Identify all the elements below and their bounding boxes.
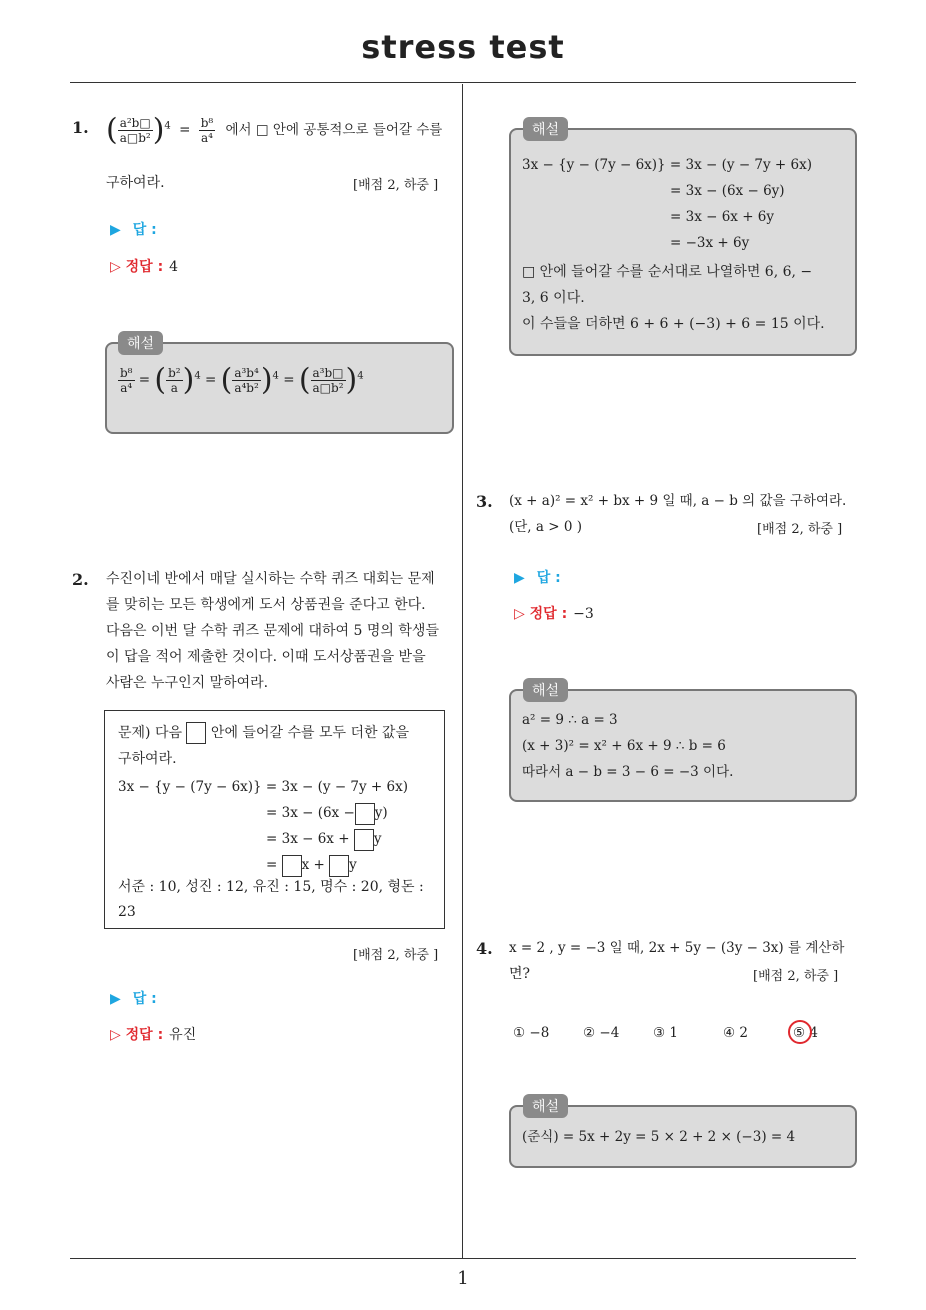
q4-score-meta: [배점 2, 하중 ] [753, 969, 839, 984]
blank-box [355, 803, 375, 825]
q2-score-meta: [배점 2, 하중 ] [353, 948, 439, 963]
question-1-expression: ( $\frac{\text{a²b□}}{\text{a□b²}}$ )$^4$ = $\frac{\text{b⁸}}{\text{a⁴}}$ 에서 □ 안에 공통적으로 들어갈 수를 [106, 112, 443, 148]
q4-choice-1[interactable]: ① −8 [513, 1025, 550, 1041]
column-divider [462, 84, 463, 1258]
q1-correct-value: 4 [169, 259, 179, 275]
blank-box [354, 829, 374, 851]
play-arrow-icon: ▶ [110, 222, 121, 238]
q3-text-line2: (단, a > 0 ) [509, 519, 582, 535]
selected-answer-circle-icon [788, 1020, 812, 1044]
q2-answer-field[interactable]: ▶ 답 : [110, 991, 157, 1007]
outline-arrow-icon: ▷ [110, 259, 126, 275]
q2-explanation-tag: 해설 [523, 117, 568, 141]
exp2-eq-line4: = −3x + 6y [670, 235, 750, 251]
q1-correct-answer: ▷ 정답 : 4 [110, 259, 179, 275]
q1-text-line1: 에서 □ 안에 공통적으로 들어갈 수를 [225, 122, 443, 138]
q2-correct-value: 유진 [169, 1027, 197, 1043]
blank-box [186, 722, 206, 744]
q2-students-line2: 23 [118, 904, 136, 920]
q1-text-line2: 구하여라. [106, 175, 165, 191]
exp2-eq-line3: = 3x − 6x + 6y [670, 209, 775, 225]
play-arrow-icon: ▶ [110, 991, 121, 1007]
q4-explanation-tag: 해설 [523, 1094, 568, 1118]
q1-explanation-math: $\frac{\text{b⁸}}{\text{a⁴}}$ = ( $\frac{\text{b²}}{a}$ )$^4$ = ( $\frac{\text{a³b⁴}}{\text{a⁴b²}}$ )$^4$ = ( $\frac{\text{a³b□}}{\text{a□b²}}$ )$^4$ [120, 362, 364, 398]
q3-answer-field[interactable]: ▶ 답 : [514, 570, 561, 586]
q2-box-line2: 구하여라. [118, 751, 177, 767]
q2-eq-line2: = 3x − (6x − y) [266, 800, 388, 826]
q4-exp-line: (준식) = 5x + 2y = 5 × 2 + 2 × (−3) = 4 [522, 1129, 796, 1145]
outline-arrow-icon: ▷ [110, 1027, 126, 1043]
q2-eq-line4: = x + y [266, 852, 357, 878]
q1-score-meta: [배점 2, 하중 ] [353, 178, 439, 193]
question-2-number: 2. [72, 570, 89, 589]
footer-divider [70, 1258, 856, 1259]
q4-choice-5[interactable]: ⑤ 4 [793, 1025, 818, 1041]
q2-box-line1: 문제) 다음 안에 들어갈 수를 모두 더한 값을 [118, 720, 409, 746]
q1-power: 4 [164, 120, 171, 132]
question-3-number: 3. [476, 492, 493, 511]
outline-arrow-icon: ▷ [514, 606, 530, 622]
exp2-text-line2: 3, 6 이다. [522, 290, 585, 306]
q4-choice-2[interactable]: ② −4 [583, 1025, 620, 1041]
header-divider [70, 82, 856, 83]
q4-choice-4[interactable]: ④ 2 [723, 1025, 748, 1041]
q3-text-line1: (x + a)² = x² + bx + 9 일 때, a − b 의 값을 구하여라. [509, 493, 847, 509]
q4-choice-3[interactable]: ③ 1 [653, 1025, 678, 1041]
q3-correct-value: −3 [573, 606, 594, 622]
page-number: 1 [457, 1268, 469, 1289]
play-arrow-icon: ▶ [514, 570, 525, 586]
q1-lhs-numerator: a²b□ [119, 116, 151, 130]
q3-explanation-tag: 해설 [523, 678, 568, 702]
exp2-eq-line2: = 3x − (6x − 6y) [670, 183, 785, 199]
q4-text-line1: x = 2 , y = −3 일 때, 2x + 5y − (3y − 3x) 를 계산하 [509, 940, 845, 956]
question-1-number: 1. [72, 118, 89, 137]
q2-students-line1: 서준 : 10, 성진 : 12, 유진 : 15, 명수 : 20, 형돈 : [118, 879, 424, 895]
q1-rhs-numerator: b⁸ [200, 116, 214, 130]
question-4-number: 4. [476, 939, 493, 958]
q3-correct-answer: ▷ 정답 : −3 [514, 606, 594, 622]
q4-text-line2: 면? [509, 966, 531, 982]
exp2-text-line1: □ 안에 들어갈 수를 순서대로 나열하면 6, 6, − [522, 264, 813, 280]
exp2-text-line3: 이 수들을 더하면 6 + 6 + (−3) + 6 = 15 이다. [522, 316, 825, 332]
q1-answer-field[interactable]: ▶ 답 : [110, 222, 157, 238]
page-title: stress test [361, 28, 565, 66]
q3-exp-line2: (x + 3)² = x² + 6x + 9 ∴ b = 6 [522, 738, 726, 754]
q2-question-text: 수진이네 반에서 매달 실시하는 수학 퀴즈 대회는 문제 를 맞히는 모든 학생에게 도서 상품권을 준다고 한다. 다음은 이번 달 수학 퀴즈 문제에 대하여 5 명의 학생들 이 답을 적어 제출한 것이다. 이때 도서상품권을 받을 사람은 누구인지 말하여라. [106, 571, 439, 691]
q3-exp-line3: 따라서 a − b = 3 − 6 = −3 이다. [522, 764, 734, 780]
q2-eq-line1: 3x − {y − (7y − 6x)} = 3x − (y − 7y + 6x) [118, 779, 408, 795]
q1-explanation-tag: 해설 [118, 331, 163, 355]
q1-rhs-denominator: a⁴ [200, 131, 213, 145]
q2-correct-answer: ▷ 정답 : 유진 [110, 1027, 197, 1043]
q3-exp-line1: a² = 9 ∴ a = 3 [522, 712, 618, 728]
q1-lhs-denominator: a□b² [119, 131, 151, 145]
q3-score-meta: [배점 2, 하중 ] [757, 522, 843, 537]
q2-eq-line3: = 3x − 6x + y [266, 826, 381, 852]
exp2-eq-line1: 3x − {y − (7y − 6x)} = 3x − (y − 7y + 6x) [522, 157, 812, 173]
